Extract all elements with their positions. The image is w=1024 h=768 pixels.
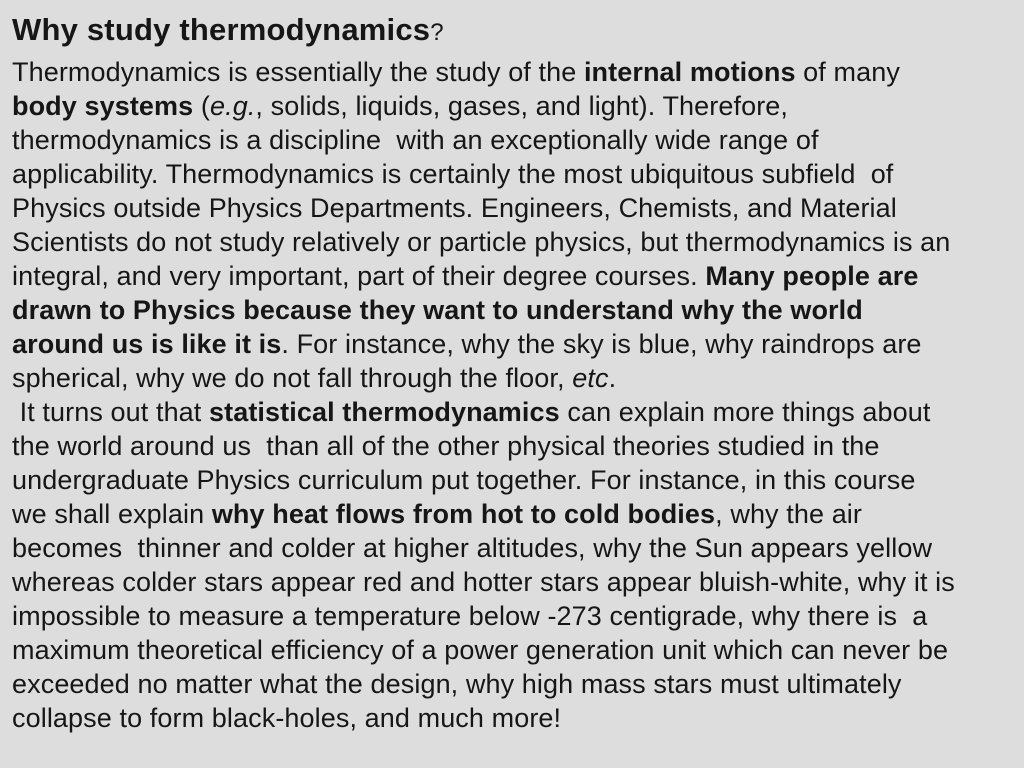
- text-segment: , why the air: [715, 499, 863, 529]
- text-segment: why heat flows from hot to cold bodies: [211, 499, 716, 529]
- text-segment: Thermodynamics is essentially the study of the: [12, 57, 584, 87]
- text-segment: statistical thermodynamics: [209, 397, 560, 427]
- text-segment: collapse to form black-holes, and much more!: [12, 703, 562, 733]
- text-line: [12, 565, 1014, 599]
- text-segment: thermodynamics is a discipline with an exceptionally wide range of: [12, 125, 819, 155]
- text-segment: ?: [430, 19, 444, 46]
- text-line: [12, 191, 1014, 225]
- text-segment: applicability. Thermodynamics is certainly the most ubiquitous subfield of: [12, 159, 894, 189]
- text-line: [12, 599, 1014, 633]
- text-segment: body systems: [12, 91, 194, 121]
- text-line: [12, 633, 1014, 667]
- text-line: [12, 293, 1014, 327]
- slide-body: [12, 55, 1014, 735]
- text-segment: exceeded no matter what the design, why high mass stars must ultimately: [12, 669, 902, 699]
- text-line: [12, 327, 1014, 361]
- text-line: [12, 361, 1014, 395]
- text-segment: spherical, why we do not fall through the floor,: [12, 363, 573, 393]
- text-segment: integral, and very important, part of their degree courses.: [12, 261, 706, 291]
- text-segment: (: [193, 91, 210, 121]
- text-line: [12, 463, 1014, 497]
- text-segment: impossible to measure a temperature below -273 centigrade, why there is a: [12, 601, 928, 631]
- text-line: [12, 429, 1014, 463]
- text-line: [12, 157, 1014, 191]
- text-segment: , solids, liquids, gases, and light). Therefore,: [255, 91, 789, 121]
- text-segment: whereas colder stars appear red and hotter stars appear bluish-white, why it is: [12, 567, 955, 597]
- text-segment: etc: [572, 363, 609, 393]
- text-segment: undergraduate Physics curriculum put together. For instance, in this course: [12, 465, 916, 495]
- text-segment: drawn to Physics because they want to understand why the world: [12, 295, 863, 325]
- text-line: [12, 531, 1014, 565]
- slide-title: [12, 10, 1014, 53]
- text-segment: Physics outside Physics Departments. Engineers, Chemists, and Material: [12, 193, 897, 223]
- text-segment: e.g.: [209, 91, 256, 121]
- text-line: [12, 55, 1014, 89]
- text-line: [12, 497, 1014, 531]
- text-line: [12, 701, 1014, 735]
- text-segment: the world around us than all of the other physical theories studied in the: [12, 431, 880, 461]
- text-segment: around us is like it is: [12, 329, 282, 359]
- text-segment: Scientists do not study relatively or particle physics, but thermodynamics is an: [12, 227, 951, 257]
- text-segment: can explain more things about: [559, 397, 931, 427]
- text-line: [12, 225, 1014, 259]
- text-line: [12, 123, 1014, 157]
- text-segment: of many: [795, 57, 900, 87]
- text-segment: Why study thermodynamics: [12, 12, 431, 47]
- text-segment: we shall explain: [12, 499, 212, 529]
- text-line: [12, 395, 1014, 429]
- text-line: [12, 89, 1014, 123]
- text-segment: maximum theoretical efficiency of a power generation unit which can never be: [12, 635, 949, 665]
- text-segment: .: [608, 363, 617, 393]
- text-segment: . For instance, why the sky is blue, why raindrops are: [281, 329, 922, 359]
- text-segment: It turns out that: [12, 397, 210, 427]
- text-line: [12, 259, 1014, 293]
- text-segment: becomes thinner and colder at higher altitudes, why the Sun appears yellow: [12, 533, 933, 563]
- text-segment: internal motions: [583, 57, 796, 87]
- text-line: [12, 667, 1014, 701]
- text-segment: Many people are: [705, 261, 919, 291]
